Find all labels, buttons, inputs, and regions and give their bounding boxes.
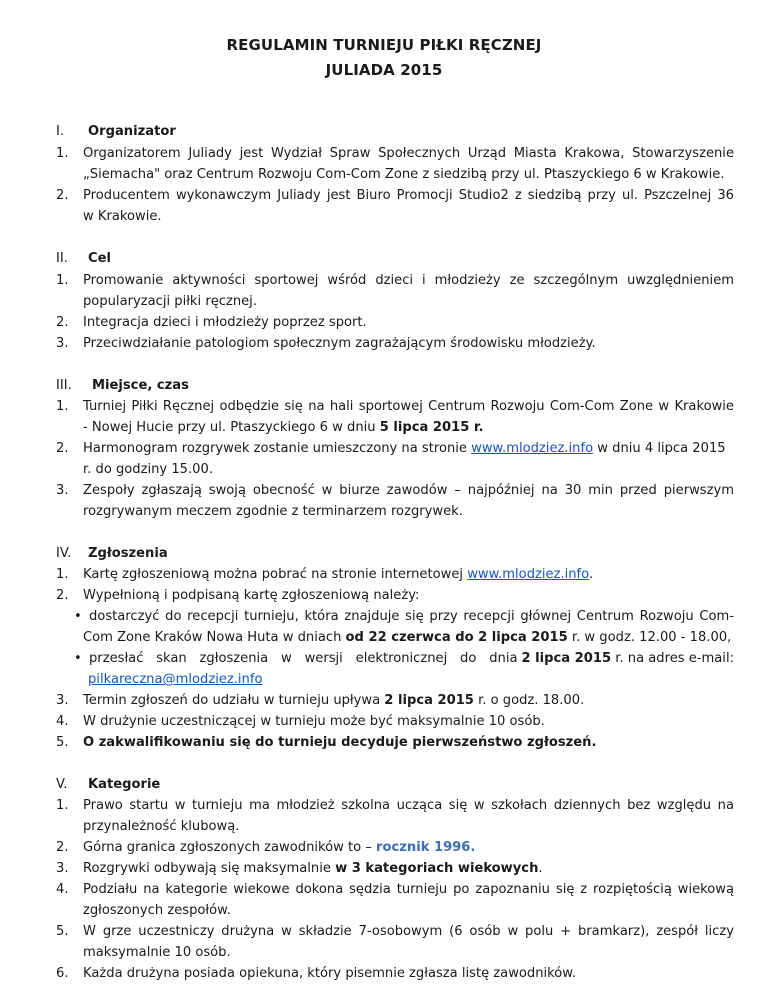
item-number: 3.	[56, 693, 69, 708]
item-text: .	[538, 861, 543, 876]
item-text: Turniej Piłki Ręcznej odbędzie się na hali sportowej Centrum Rozwoju Com-Com Zone w Krakowie	[83, 399, 734, 414]
item-number: 5.	[56, 924, 69, 939]
item-text: W drużynie uczestniczącej w turnieju może być maksymalnie 10 osób.	[83, 714, 545, 729]
item-number: 1.	[56, 273, 69, 288]
deadline-date: 2 lipca 2015	[384, 693, 474, 708]
item-number: 5.	[56, 735, 69, 750]
item-text: Wypełnioną i podpisaną kartę zgłoszeniową należy:	[83, 588, 420, 603]
website-link[interactable]: www.mlodziez.info	[471, 441, 594, 456]
item-number: 2.	[56, 588, 69, 603]
item-number: 4.	[56, 882, 69, 897]
item-text: - Nowej Hucie przy ul. Ptaszyckiego 6 w dniu	[83, 420, 380, 435]
item-number: 1.	[56, 567, 69, 582]
item-number: 2.	[56, 441, 69, 456]
item-text: popularyzacji piłki ręcznej.	[83, 294, 257, 309]
section-roman: III.	[56, 378, 72, 393]
section-title: Organizator	[88, 124, 176, 139]
item-text: Przeciwdziałanie patologiom społecznym zagrażającym środowisku młodzieży.	[83, 336, 596, 351]
bullet-icon: •	[74, 651, 82, 666]
item-text: O zakwalifikowaniu się do turnieju decyduje pierwszeństwo zgłoszeń.	[83, 735, 597, 750]
deadline-date: 2 lipca 2015	[521, 651, 612, 666]
birth-year-limit: rocznik 1996.	[376, 840, 476, 855]
item-text: r. o godz. 18.00.	[473, 693, 585, 708]
item-text: Integracja dzieci i młodzieży poprzez sport.	[83, 315, 367, 330]
item-text: r. w godz. 12.00 - 18.00,	[567, 630, 732, 645]
item-number: 1.	[56, 146, 69, 161]
document-title: REGULAMIN TURNIEJU PIŁKI RĘCZNEJ	[226, 36, 542, 54]
email-link[interactable]: pilkareczna@mlodziez.info	[88, 672, 263, 687]
item-text: Każda drużyna posiada opiekuna, który pisemnie zgłasza listę zawodników.	[83, 966, 576, 981]
item-text: w dniu 4 lipca 2015	[593, 441, 726, 456]
item-text: Zespoły zgłaszają swoją obecność w biurze zawodów – najpóźniej na 30 min przed pierwszym	[83, 483, 734, 498]
item-number: 3.	[56, 336, 69, 351]
item-number: 3.	[56, 483, 69, 498]
item-text: Organizatorem Juliady jest Wydział Spraw Społecznych Urząd Miasta Krakowa, Stowarzyszenie	[83, 146, 734, 161]
item-number: 6.	[56, 966, 69, 981]
item-text: Harmonogram rozgrywek zostanie umieszczony na stronie	[83, 441, 472, 456]
item-text: .	[588, 567, 594, 582]
item-number: 4.	[56, 714, 69, 729]
section-roman: IV.	[56, 546, 72, 561]
item-text: rozgrywanym meczem zgodnie z terminarzem rozgrywek.	[83, 504, 463, 519]
item-number: 2.	[56, 315, 69, 330]
item-text: maksymalnie 10 osób.	[83, 945, 231, 960]
document-subtitle: JULIADA 2015	[325, 61, 443, 79]
item-text: w Krakowie.	[83, 209, 162, 224]
item-text: Górna granica zgłoszonych zawodników to –	[83, 840, 377, 855]
section-title: Zgłoszenia	[88, 546, 168, 561]
item-text: r. do godziny 15.00.	[83, 462, 213, 477]
item-number: 1.	[56, 798, 69, 813]
section-roman: I.	[56, 124, 65, 139]
item-text: zgłoszonych zespołów.	[83, 903, 231, 918]
item-text: Prawo startu w turnieju ma młodzież szkolna ucząca się w szkołach dziennych bez względu na	[83, 798, 734, 813]
section-title: Kategorie	[88, 777, 161, 792]
item-number: 2.	[56, 188, 69, 203]
item-number: 1.	[56, 399, 69, 414]
item-text: Promowanie aktywności sportowej wśród dzieci i młodzieży ze szczególnym uwzględnieniem	[83, 273, 734, 288]
item-number: 2.	[56, 840, 69, 855]
section-roman: II.	[56, 251, 68, 266]
section-roman: V.	[56, 777, 68, 792]
item-text: „Siemacha" oraz Centrum Rozwoju Com-Com Zone z siedzibą przy ul. Ptaszyckiego 6 w Krakowie.	[83, 167, 725, 182]
item-text: Termin zgłoszeń do udziału w turnieju upływa	[83, 693, 385, 708]
item-text: przesłać skan zgłoszenia w wersji elektronicznej do dnia	[89, 651, 518, 666]
item-number: 3.	[56, 861, 69, 876]
item-text: Podziału na kategorie wiekowe dokona sędzia turnieju po zapoznaniu się z rozpiętością wiekową	[83, 882, 734, 897]
date-range: od 22 czerwca do 2 lipca 2015	[345, 630, 568, 645]
item-text: W grze uczestniczy drużyna w składzie 7-osobowym (6 osób w polu + bramkarz), zespół liczy	[83, 924, 734, 939]
item-text: Com Zone Kraków Nowa Huta w dniach	[83, 630, 346, 645]
bullet-icon: •	[74, 609, 82, 624]
section-title: Miejsce, czas	[92, 378, 189, 393]
category-count: w 3 kategoriach wiekowych	[335, 861, 539, 876]
item-text: przynależność klubową.	[83, 819, 240, 834]
item-text: Rozgrywki odbywają się maksymalnie	[83, 861, 336, 876]
item-text: dostarczyć do recepcji turnieju, która znajduje się przy recepcji głównej Centrum Rozwoju Com-	[89, 609, 734, 624]
item-text: Kartę zgłoszeniową można pobrać na stronie internetowej	[83, 567, 468, 582]
section-title: Cel	[88, 251, 111, 266]
website-link[interactable]: www.mlodziez.info	[467, 567, 589, 582]
item-text: r. na adres e-mail:	[611, 651, 734, 666]
event-date: 5 lipca 2015 r.	[379, 420, 484, 435]
item-text: Producentem wykonawczym Juliady jest Biuro Promocji Studio2 z siedzibą przy ul. Pszczelnej 36	[83, 188, 734, 203]
